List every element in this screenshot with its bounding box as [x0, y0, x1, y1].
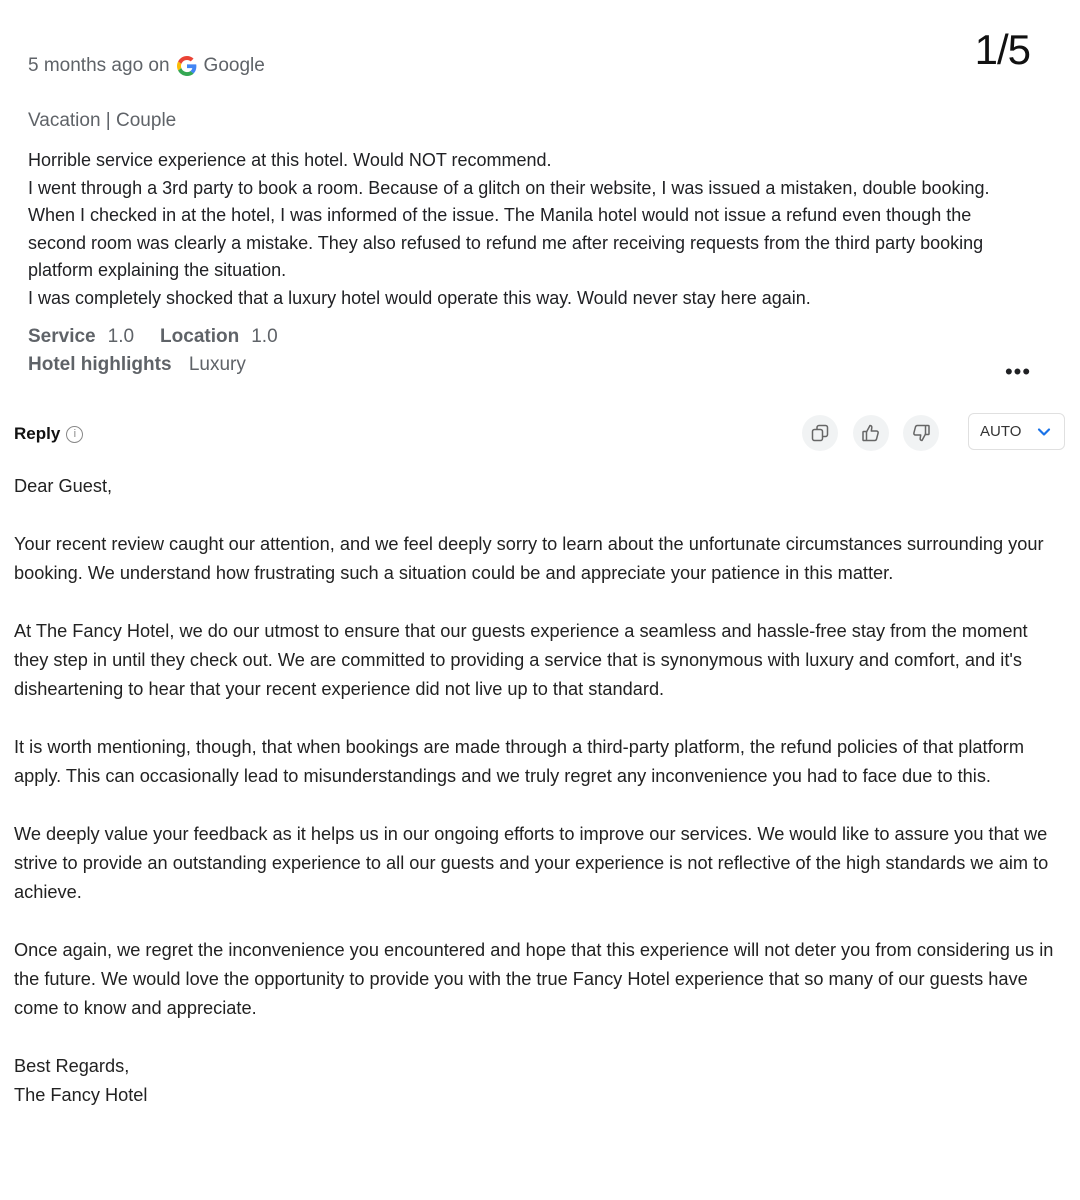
- copy-icon: [810, 423, 830, 443]
- reply-text[interactable]: [14, 472, 1064, 1110]
- thumbs-down-icon: [911, 423, 931, 443]
- page-counter: 1/5: [974, 26, 1030, 73]
- review-text: [28, 147, 1028, 313]
- more-options-icon[interactable]: •••: [1004, 359, 1032, 384]
- thumbs-up-button[interactable]: [853, 415, 889, 451]
- rating-value-location: 1.0: [251, 326, 278, 347]
- info-icon[interactable]: i: [66, 426, 83, 443]
- reply-paragraph: We deeply value your feedback as it helps us in our ongoing efforts to improve our services. We would like to assure you that we strive to provide an outstanding experience to all our guests and your experience is not reflective of the high standards we aim to achieve.: [14, 824, 1049, 902]
- reply-paragraph: Your recent review caught our attention, and we feel deeply sorry to learn about the unfortunate circumstances surrounding your booking. We understand how frustrating such a situation could be and appreciate your patience in this matter.: [14, 534, 1044, 583]
- rating-label-service: Service: [28, 326, 96, 347]
- tone-select-value: AUTO: [980, 423, 1022, 440]
- time-ago: 5 months ago on: [28, 55, 170, 76]
- thumbs-down-button[interactable]: [903, 415, 939, 451]
- thumbs-up-icon: [861, 423, 881, 443]
- copy-button[interactable]: [802, 415, 838, 451]
- tone-select[interactable]: [968, 413, 1065, 450]
- reply-paragraph: Dear Guest,: [14, 476, 113, 496]
- rating-label-location: Location: [160, 326, 240, 347]
- highlights-label: Hotel highlights: [28, 354, 172, 375]
- rating-value-service: 1.0: [107, 326, 135, 347]
- review-meta: [28, 55, 265, 77]
- reply-label: Reply: [14, 424, 61, 443]
- reply-paragraph: Once again, we regret the inconvenience you encountered and hope that this experience will not deter you from considering us in the future. We would love the opportunity to provide you with the true Fancy Hotel experience that so many of our guests have come to know and appreciate.: [14, 940, 1054, 1018]
- highlights-value: Luxury: [188, 354, 246, 375]
- reply-paragraph: At The Fancy Hotel, we do our utmost to ensure that our guests experience a seamless and hassle-free stay from the moment they step in until they check out. We are committed to providing a service that is synonymous with luxury and comfort, and it's disheartening to hear that your recent experience did not live up to that standard.: [14, 621, 1028, 699]
- review-source: Google: [203, 55, 265, 76]
- review-line: I went through a 3rd party to book a room. Because of a glitch on their website, I was issued a mistaken, double booking. When I checked in at the hotel, I was informed of the issue. The Manila hotel would not issue a refund even though the second room was clearly a mistake. They also refused to refund me after receiving requests from the third party booking platform explaining the situation.: [28, 177, 990, 281]
- review-line: I was completely shocked that a luxury hotel would operate this way. Would never stay here again.: [28, 287, 811, 308]
- sub-ratings: [28, 326, 304, 348]
- google-icon: [177, 56, 197, 76]
- reply-signature: The Fancy Hotel: [14, 1085, 148, 1105]
- reply-signoff: Best Regards,: [14, 1056, 130, 1076]
- hotel-highlights: [28, 354, 246, 376]
- trip-type: Vacation | Couple: [28, 110, 177, 131]
- chevron-down-icon: [1037, 427, 1051, 437]
- reply-header: [14, 424, 83, 444]
- reply-paragraph: It is worth mentioning, though, that when bookings are made through a third-party platform, the refund policies of that platform apply. This can occasionally lead to misunderstandings and we truly regret any inconvenience you had to face due to this.: [14, 737, 1024, 786]
- review-line: Horrible service experience at this hotel. Would NOT recommend.: [28, 150, 552, 170]
